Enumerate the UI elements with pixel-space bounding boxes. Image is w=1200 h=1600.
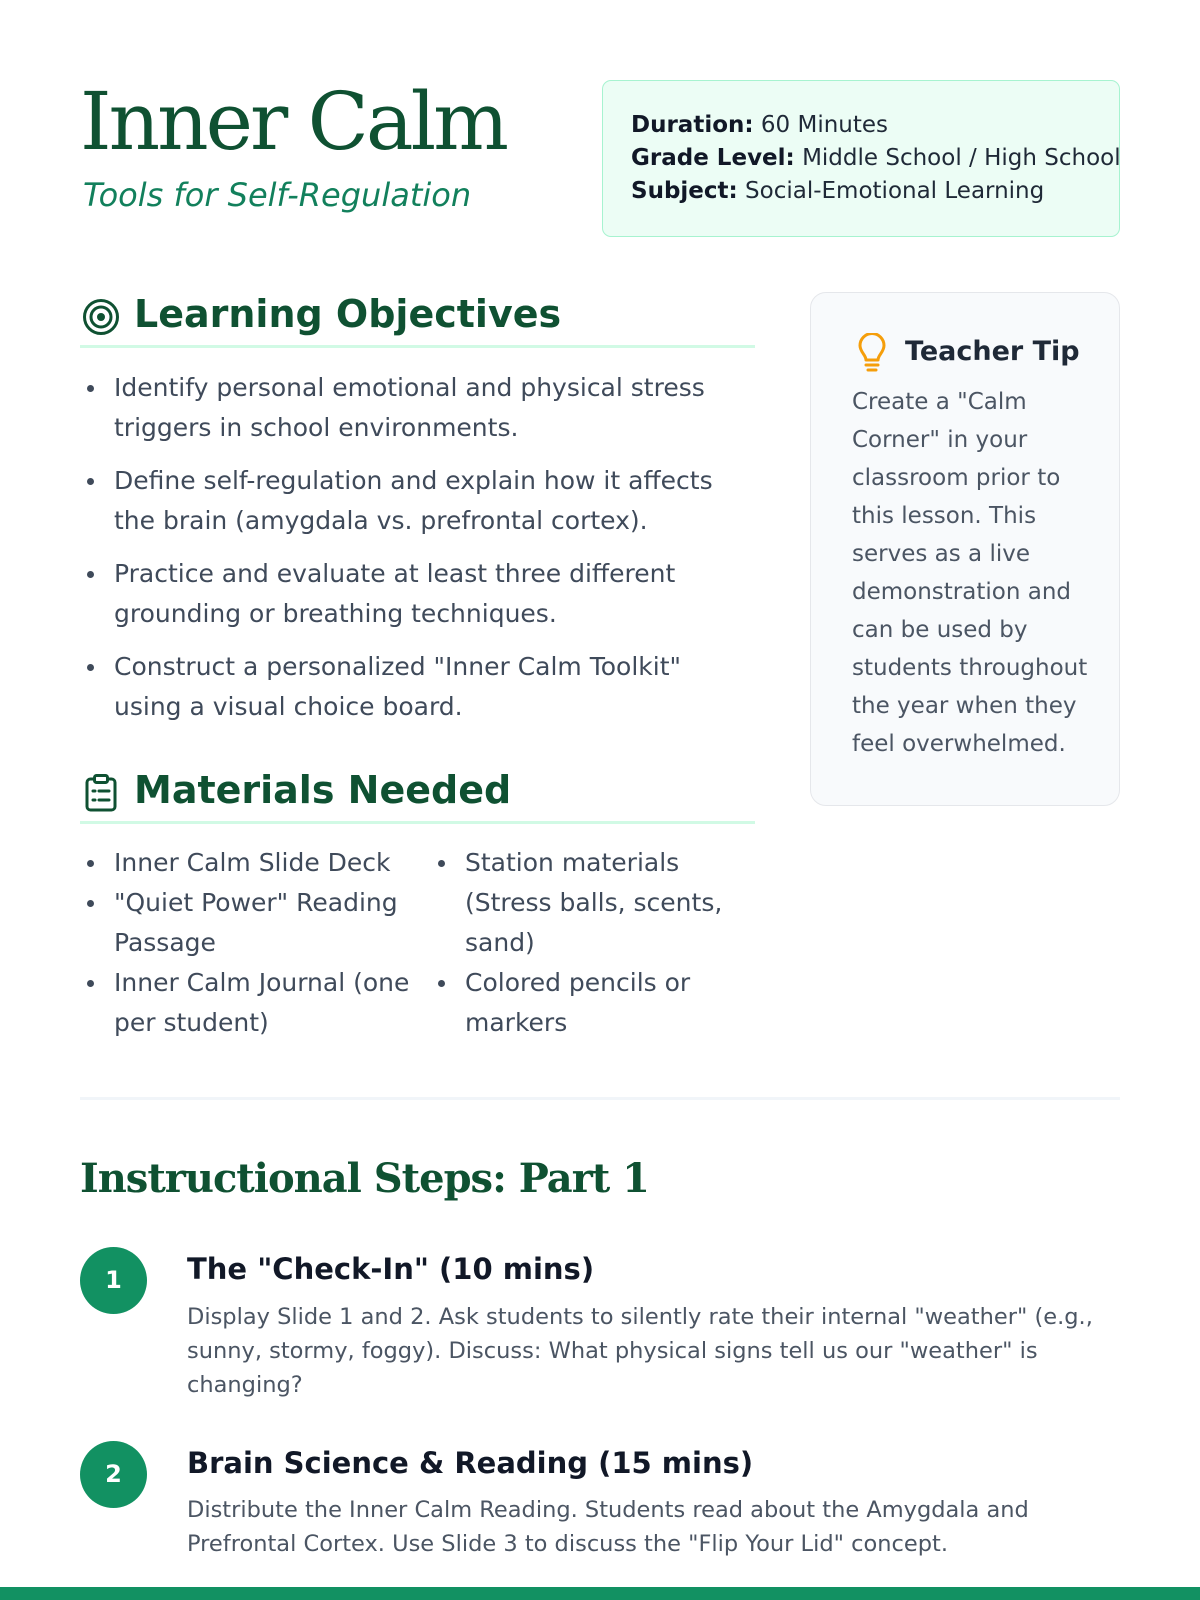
clipboard-icon [82,774,120,812]
list-item: "Quiet Power" Reading Passage [80,883,425,963]
list-item: Practice and evaluate at least three different grounding or breathing techniques. [80,554,740,634]
lesson-info-box [602,80,1120,237]
page-subtitle: Tools for Self-Regulation [83,176,472,214]
step-number-badge: 1 [80,1247,147,1314]
materials-needed-title: Materials Needed [134,768,512,812]
learning-objectives-heading [80,292,755,348]
list-item: Inner Calm Slide Deck [80,843,425,883]
list-item: Identify personal emotional and physical stress triggers in school environments. [80,368,740,448]
list-item: Construct a personalized "Inner Calm Toolkit" using a visual choice board. [80,647,740,727]
duration-row [631,109,1119,142]
list-item: Colored pencils or markers [431,963,751,1043]
section-divider [80,1097,1120,1100]
learning-objectives-title: Learning Objectives [134,292,562,336]
lightbulb-icon [855,333,889,373]
page-title: Inner Calm [80,75,507,168]
list-item: Define self-regulation and explain how it affects the brain (amygdala vs. prefrontal cortex). [80,461,740,541]
materials-list-right [431,843,751,1043]
step-description: Display Slide 1 and 2. Ask students to silently rate their internal "weather" (e.g., sunny, stormy, foggy). Discuss: What physical signs tell us our "weather" is changing? [187,1304,1093,1398]
subject-value: Social-Emotional Learning [745,178,1045,204]
step-number-badge: 2 [80,1441,147,1508]
teacher-tip-text: Create a "Calm Corner" in your classroom prior to this lesson. This serves as a live demonstration and can be used by students throughout the year when they feel overwhelmed. [852,389,1088,757]
materials-needed-heading [80,768,755,824]
grade-level-value: Middle School / High School [802,145,1121,171]
grade-level-row [631,142,1119,175]
instructional-steps-title: Instructional Steps: Part 1 [80,1155,649,1202]
materials-list-left [80,843,425,1043]
step-title: The "Check-In" (10 mins) [187,1252,595,1286]
grade-level-label: Grade Level: [631,145,795,171]
teacher-tip-title: Teacher Tip [905,336,1080,367]
footer-accent-bar [0,1587,1200,1600]
target-icon [82,298,120,336]
list-item: Station materials (Stress balls, scents, sand) [431,843,751,963]
subject-label: Subject: [631,178,738,204]
teacher-tip-card [810,292,1120,806]
list-item: Inner Calm Journal (one per student) [80,963,425,1043]
duration-label: Duration: [631,112,754,138]
subject-row [631,175,1119,208]
objectives-list [80,368,740,740]
duration-value: 60 Minutes [760,112,889,138]
step-title: Brain Science & Reading (15 mins) [187,1446,754,1480]
step-description: Distribute the Inner Calm Reading. Students read about the Amygdala and Prefrontal Cortex. Use Slide 3 to discuss the "Flip Your Lid" concept. [187,1497,1029,1557]
